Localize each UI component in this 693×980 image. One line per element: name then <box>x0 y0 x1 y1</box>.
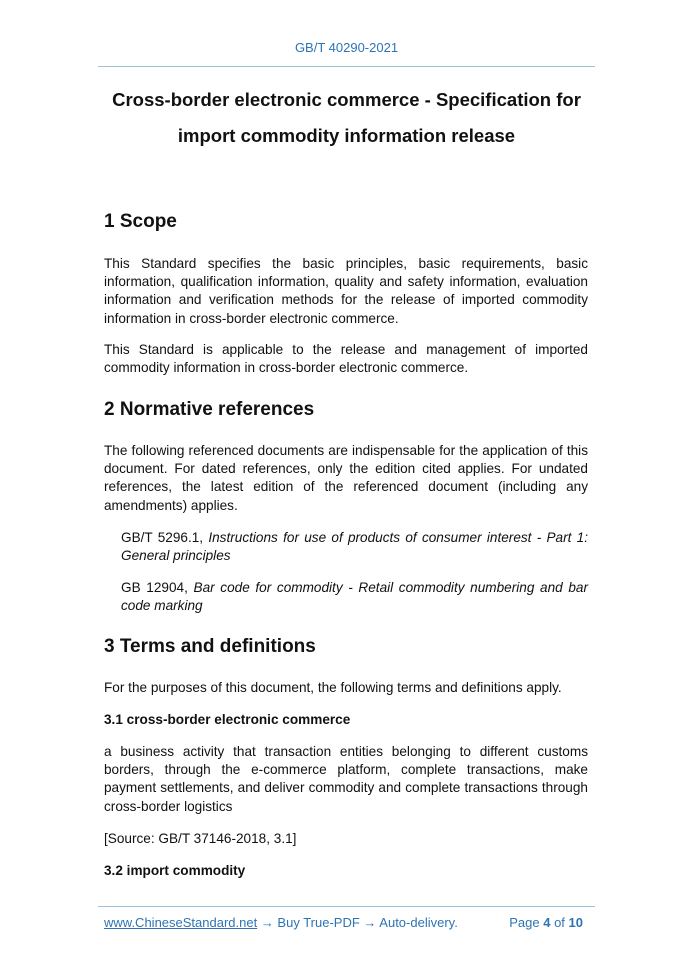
page-label: Page <box>509 915 544 930</box>
promo-text: → Buy True-PDF → Auto-delivery. <box>257 915 458 930</box>
scope-paragraph-1: This Standard specifies the basic principles, basic requirements, basic information, qualification information, quality and safety information, evaluation information and verification methods for the release of imported commodity information in cross-border electronic commerce. <box>104 256 588 326</box>
header-divider <box>98 66 595 67</box>
reference-item <box>121 529 588 565</box>
term-3-1-definition: a business activity that transaction entities belonging to different customs borders, through the e-commerce platform, complete transactions, make payment settlements, and deliver commodity and complete transactions through cross-border logistics <box>104 744 588 814</box>
term-3-1-heading: 3.1 cross-border electronic commerce <box>104 712 351 727</box>
reference-title: Instructions for use of products of consumer interest - Part 1: General principles <box>121 530 588 564</box>
page-total: 10 <box>568 915 583 930</box>
title-line-1: Cross-border electronic commerce - Specification for <box>112 89 581 110</box>
reference-title: Bar code for commodity - Retail commodity numbering and bar code marking <box>121 580 588 614</box>
normative-paragraph: The following referenced documents are indispensable for the application of this document. For dated references, only the edition cited applies. For undated references, the latest edition of the referenced document (including any amendments) applies. <box>104 443 588 513</box>
page-indicator <box>509 915 583 930</box>
reference-code: GB/T 5296.1, <box>121 530 209 545</box>
terms-intro: For the purposes of this document, the following terms and definitions apply. <box>104 680 562 695</box>
page-current: 4 <box>543 915 551 930</box>
footer-divider <box>98 906 595 907</box>
heading-scope: 1 Scope <box>104 211 177 232</box>
heading-normative-references: 2 Normative references <box>104 399 315 420</box>
reference-item <box>121 579 588 615</box>
footer-promo <box>104 915 458 930</box>
term-3-2-heading: 3.2 import commodity <box>104 863 246 878</box>
website-link[interactable]: www.ChineseStandard.net <box>104 915 258 930</box>
term-3-1-source: [Source: GB/T 37146-2018, 3.1] <box>104 831 297 846</box>
title-line-2: import commodity information release <box>177 125 516 146</box>
header-doc-id: GB/T 40290-2021 <box>294 40 399 55</box>
reference-code: GB 12904, <box>121 580 194 595</box>
scope-paragraph-2: This Standard is applicable to the release and management of imported commodity information in cross-border electronic commerce. <box>104 342 588 376</box>
heading-terms: 3 Terms and definitions <box>104 636 316 657</box>
of-label: of <box>550 915 569 930</box>
